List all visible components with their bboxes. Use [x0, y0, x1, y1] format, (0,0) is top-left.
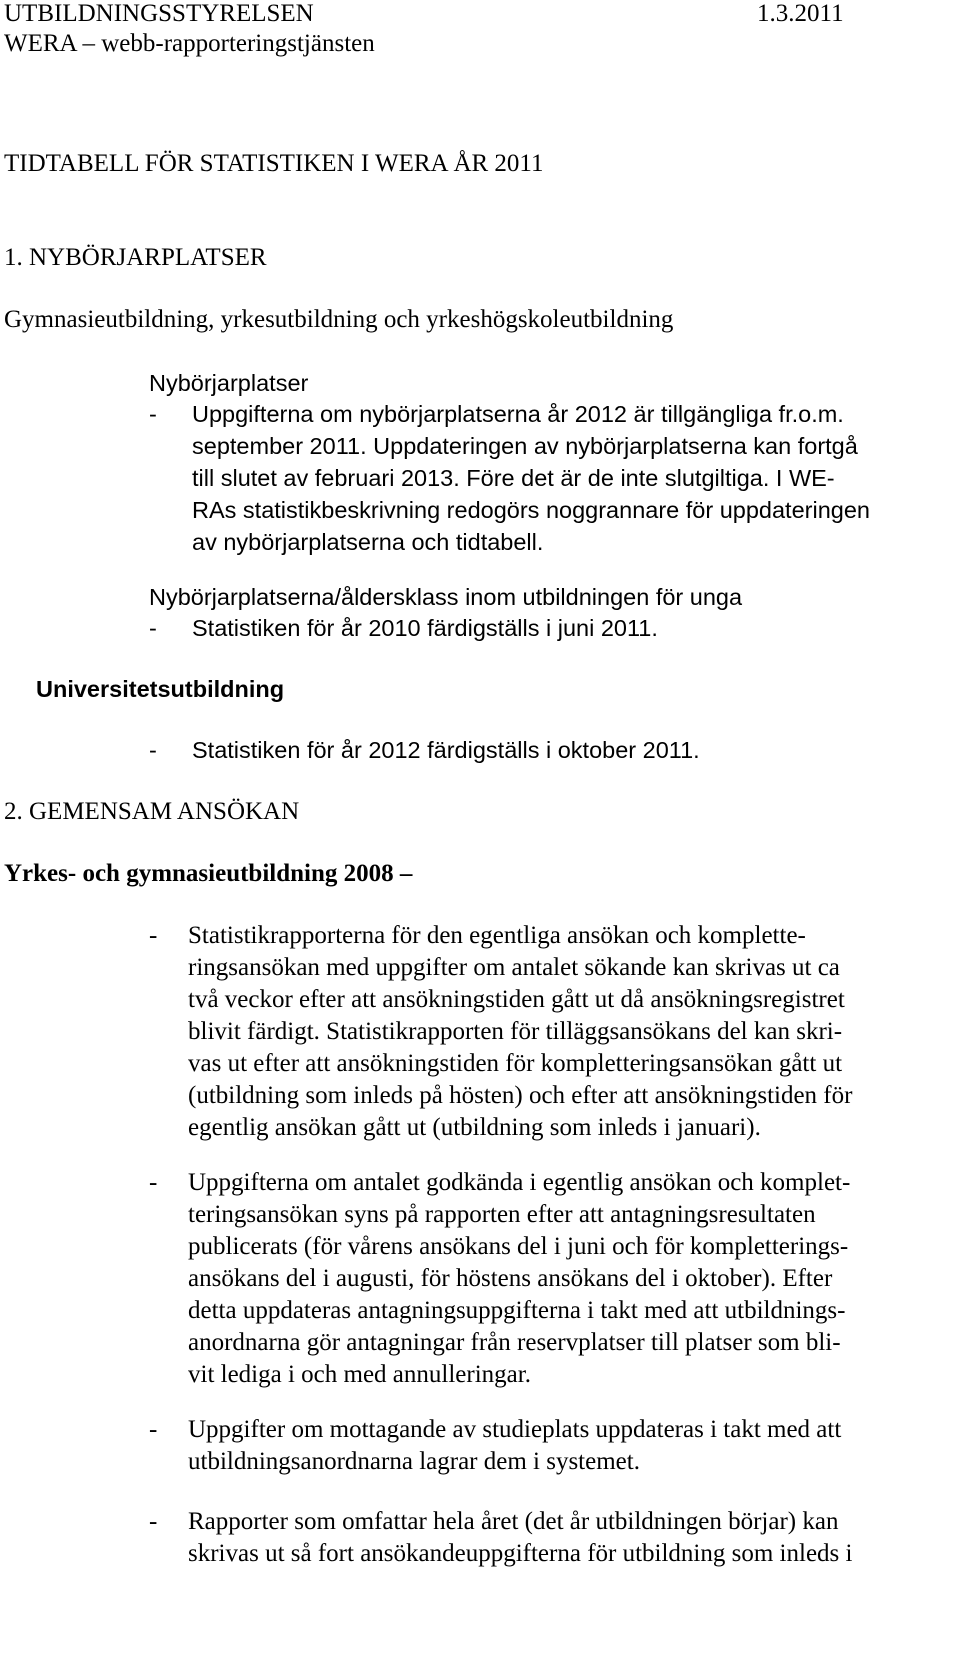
list-dash: - [149, 401, 157, 427]
bullet-item [188, 920, 852, 1144]
list-dash: - [149, 737, 157, 763]
university-item: Statistiken för år 2012 färdigställs i oktober 2011. [192, 737, 700, 763]
text-line: ringsansökan med uppgifter om antalet sökande kan skrivas ut ca [188, 954, 840, 981]
group1-title: Nybörjarplatser [149, 370, 309, 396]
text-line: september 2011. Uppdateringen av nybörjarplatserna kan fortgå [192, 433, 858, 459]
text-line: Uppgifterna om antalet godkända i egentlig ansökan och komplet- [188, 1169, 851, 1196]
text-line: två veckor efter att ansökningstiden gått ut då ansökningsregistret [188, 986, 845, 1013]
text-line: publicerats (för vårens ansökans del i juni och för kompletterings- [188, 1233, 849, 1260]
bullet-item [188, 1414, 841, 1478]
text-line: Statistikrapporterna för den egentliga ansökan och komplette- [188, 922, 806, 949]
text-line: till slutet av februari 2013. Före det är de inte slutgiltiga. I WE- [192, 465, 835, 491]
text-line: av nybörjarplatserna och tidtabell. [192, 529, 544, 555]
text-line: Uppgifter om mottagande av studieplats uppdateras i takt med att [188, 1416, 842, 1443]
org-name: UTBILDNINGSSTYRELSEN [4, 0, 314, 27]
text-line: egentlig ansökan gått ut (utbildning som inleds i januari). [188, 1114, 761, 1141]
text-line: blivit färdigt. Statistikrapporten för tilläggsansökans del kan skri- [188, 1018, 843, 1045]
text-line: Rapporter som omfattar hela året (det år utbildningen börjar) kan [188, 1508, 839, 1535]
group2-item: Statistiken för år 2010 färdigställs i juni 2011. [192, 615, 658, 641]
bullet-item [188, 1167, 850, 1391]
list-dash: - [149, 615, 157, 641]
service-name: WERA – webb-rapporteringstjänsten [4, 30, 375, 57]
list-dash: - [149, 1508, 158, 1535]
text-line: teringsansökan syns på rapporten efter att antagningsresultaten [188, 1201, 816, 1228]
section2-subheading: Yrkes- och gymnasieutbildning 2008 – [4, 860, 413, 887]
list-dash: - [149, 922, 158, 949]
text-line: (utbildning som inleds på hösten) och efter att ansökningstiden för [188, 1082, 853, 1109]
list-dash: - [149, 1169, 158, 1196]
text-line: utbildningsanordnarna lagrar dem i systemet. [188, 1448, 640, 1475]
university-heading: Universitetsutbildning [36, 676, 285, 702]
section1-subheading: Gymnasieutbildning, yrkesutbildning och yrkeshögskoleutbildning [4, 306, 674, 333]
text-line: ansökans del i augusti, för höstens ansökans del i oktober). Efter [188, 1265, 833, 1292]
text-line: vit lediga i och med annulleringar. [188, 1361, 531, 1388]
text-line: vas ut efter att ansökningstiden för kompletteringsansökan gått ut [188, 1050, 843, 1077]
document-date: 1.3.2011 [757, 0, 844, 27]
section1-heading: 1. NYBÖRJARPLATSER [4, 244, 267, 271]
group2-title: Nybörjarplatserna/åldersklass inom utbildningen för unga [149, 584, 743, 610]
list-dash: - [149, 1416, 158, 1443]
bullet-item [188, 1506, 852, 1570]
text-line: detta uppdateras antagningsuppgifterna i takt med att utbildnings- [188, 1297, 846, 1324]
text-line: anordnarna gör antagningar från reservplatser till platser som bli- [188, 1329, 841, 1356]
text-line: skrivas ut så fort ansökandeuppgifterna för utbildning som inleds i [188, 1540, 853, 1567]
group1-item [192, 399, 870, 559]
text-line: Uppgifterna om nybörjarplatserna år 2012 är tillgängliga fr.o.m. [192, 401, 844, 427]
document-title: TIDTABELL FÖR STATISTIKEN I WERA ÅR 2011 [4, 150, 544, 177]
text-line: RAs statistikbeskrivning redogörs noggrannare för uppdateringen [192, 497, 870, 523]
section2-heading: 2. GEMENSAM ANSÖKAN [4, 798, 300, 825]
